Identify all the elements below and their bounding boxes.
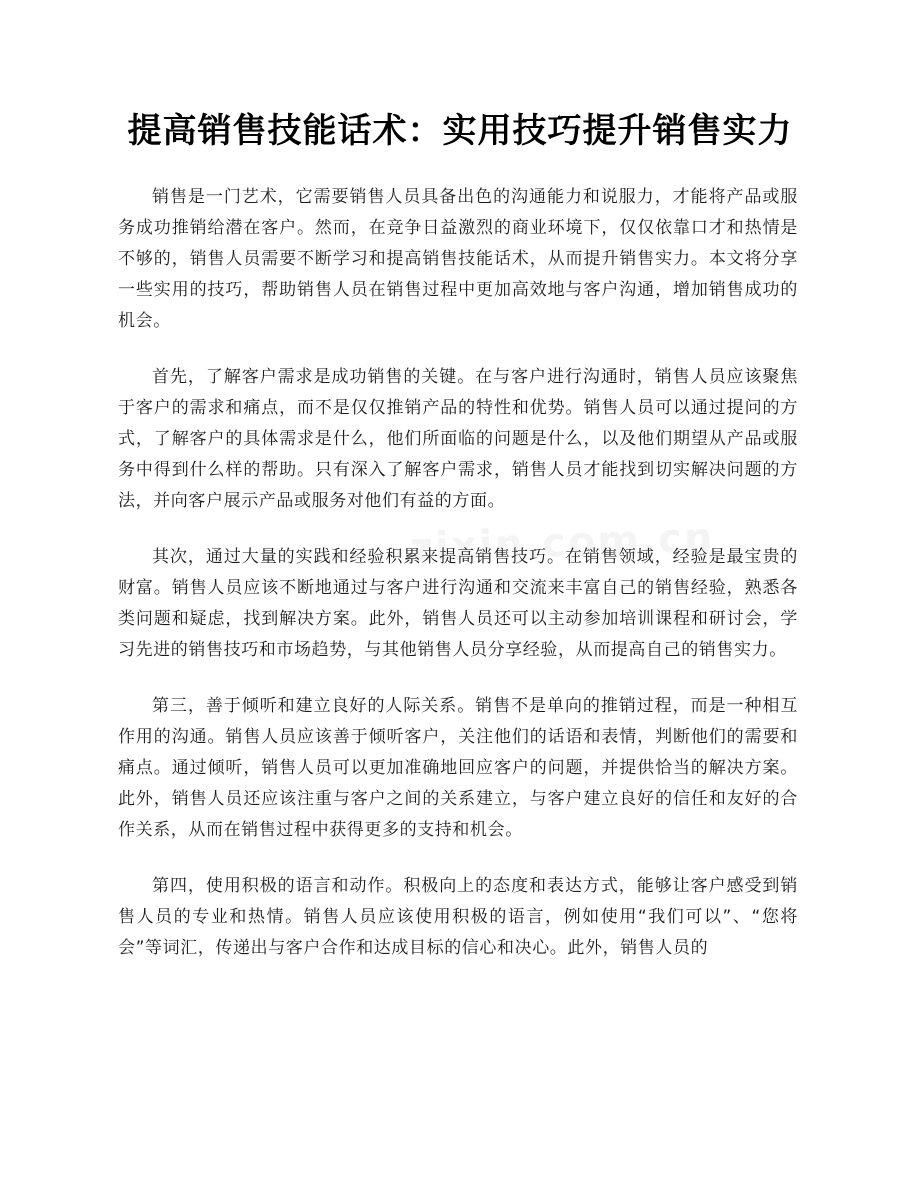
paragraph-first: 首先，了解客户需求是成功销售的关键。在与客户进行沟通时，销售人员应该聚焦于客户的需求和痛点，而不是仅仅推销产品的特性和优势。销售人员可以通过提问的方式，了解客户的具体需求是什么，他们所面临的问题是什么，以及他们期望从产品或服务中得到什么样的帮助。只有深入了解客户需求，销售人员才能找到切实解决问题的方法，并向客户展示产品或服务对他们有益的方面。 [118, 367, 798, 511]
document-title: 提高销售技能话术：实用技巧提升销售实力 [127, 111, 793, 151]
paragraph-second: 其次，通过大量的实践和经验积累来提高销售技巧。在销售领域，经验是最宝贵的财富。销售人员应该不断地通过与客户进行沟通和交流来丰富自己的销售经验，熟悉各类问题和疑虑，找到解决方案。此外，销售人员还可以主动参加培训课程和研讨会，学习先进的销售技巧和市场趋势，与其他销售人员分享经验，从而提高自己的销售实力。 [118, 547, 798, 660]
paragraph-intro: 销售是一门艺术，它需要销售人员具备出色的沟通能力和说服力，才能将产品或服务成功推销给潜在客户。然而，在竞争日益激烈的商业环境下，仅仅依靠口才和热情是不够的，销售人员需要不断学习和提高销售技能话术，从而提升销售实力。本文将分享一些实用的技巧，帮助销售人员在销售过程中更加高效地与客户沟通，增加销售成功的机会。 [118, 187, 798, 331]
paragraph-fourth: 第四，使用积极的语言和动作。积极向上的态度和表达方式，能够让客户感受到销售人员的专业和热情。销售人员应该使用积极的语言，例如使用“我们可以”、“您将会”等词汇，传递出与客户合作和达成目标的信心和决心。此外，销售人员的 [118, 876, 798, 958]
paragraph-third: 第三，善于倾听和建立良好的人际关系。销售不是单向的推销过程，而是一种相互作用的沟通。销售人员应该善于倾听客户，关注他们的话语和表情，判断他们的需要和痛点。通过倾听，销售人员可以更加准确地回应客户的问题，并提供恰当的解决方案。此外，销售人员还应该注重与客户之间的关系建立，与客户建立良好的信任和友好的合作关系，从而在销售过程中获得更多的支持和机会。 [118, 696, 798, 840]
document-body [118, 182, 798, 989]
